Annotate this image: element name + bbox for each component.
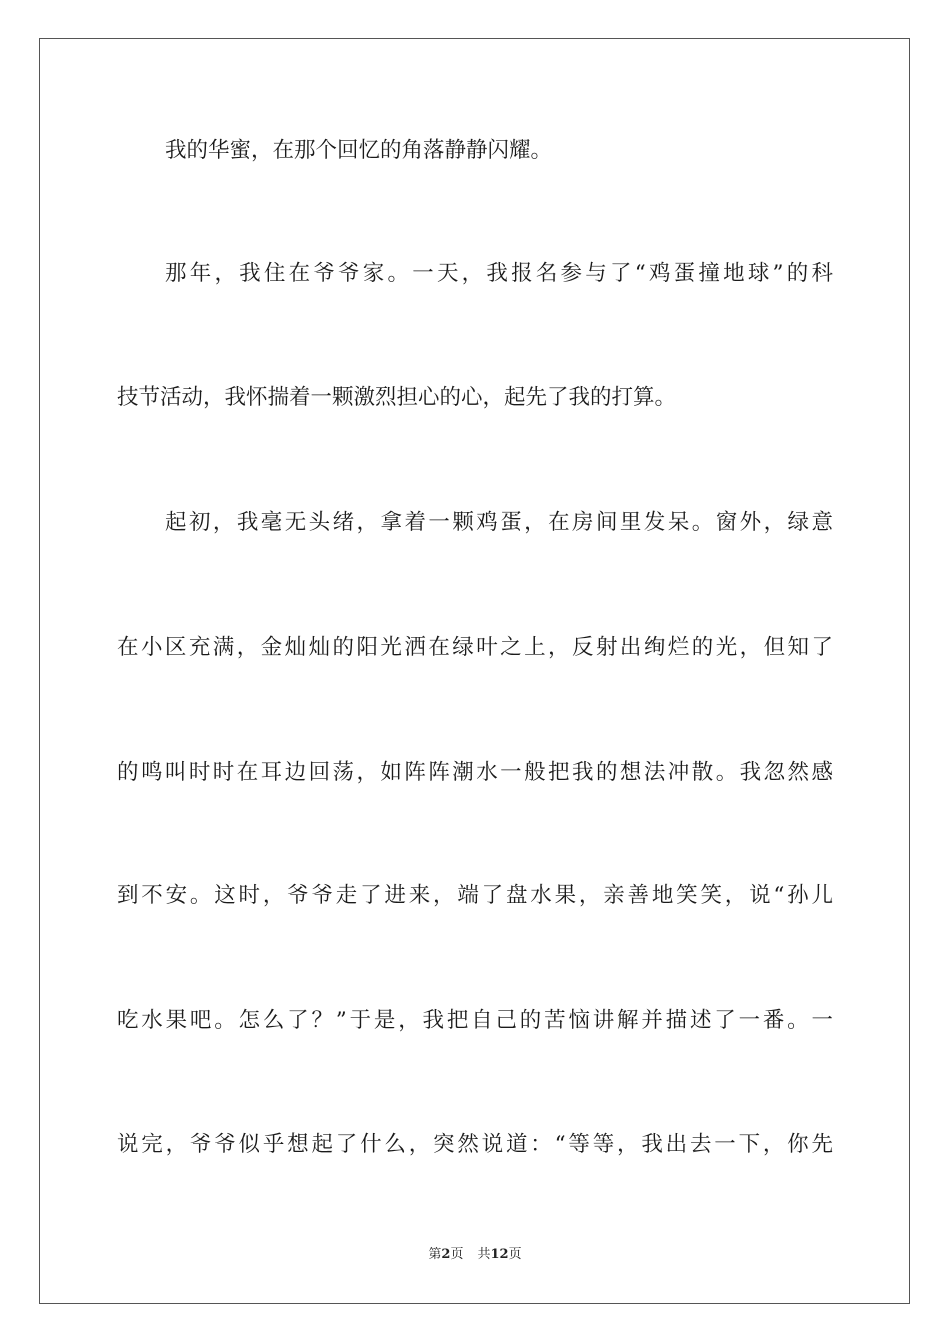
page-number: 2 [441,1247,451,1262]
total-prefix: 共 [477,1247,491,1262]
total-suffix: 页 [508,1247,522,1262]
text-line-6: 的鸣叫时时在耳边回荡，如阵阵潮水一般把我的想法冲散。我忽然感 [117,760,833,785]
total-pages: 12 [490,1247,509,1262]
text-line-4: 起初，我毫无头绪，拿着一颗鸡蛋，在房间里发呆。窗外，绿意 [165,510,833,535]
text-line-8: 吃水果吧。怎么了？”于是，我把自己的苦恼讲解并描述了一番。一 [117,1008,833,1033]
text-line-2: 那年，我住在爷爷家。一天，我报名参与了“鸡蛋撞地球”的科 [165,261,833,286]
text-line-7: 到不安。这时，爷爷走了进来，端了盘水果，亲善地笑笑，说“孙儿 [117,883,833,908]
text-line-9: 说完，爷爷似乎想起了什么，突然说道：“等等，我出去一下，你先 [117,1132,833,1157]
page-suffix: 页 [450,1247,464,1262]
text-line-1: 我的华蜜，在那个回忆的角落静静闪耀。 [165,138,553,163]
text-line-5: 在小区充满，金灿灿的阳光洒在绿叶之上，反射出绚烂的光，但知了 [117,635,833,660]
page-border [39,38,910,1304]
text-line-3: 技节活动，我怀揣着一颗激烈担心的心，起先了我的打算。 [117,385,677,410]
page-prefix: 第 [428,1247,442,1262]
page-footer [0,1246,950,1264]
